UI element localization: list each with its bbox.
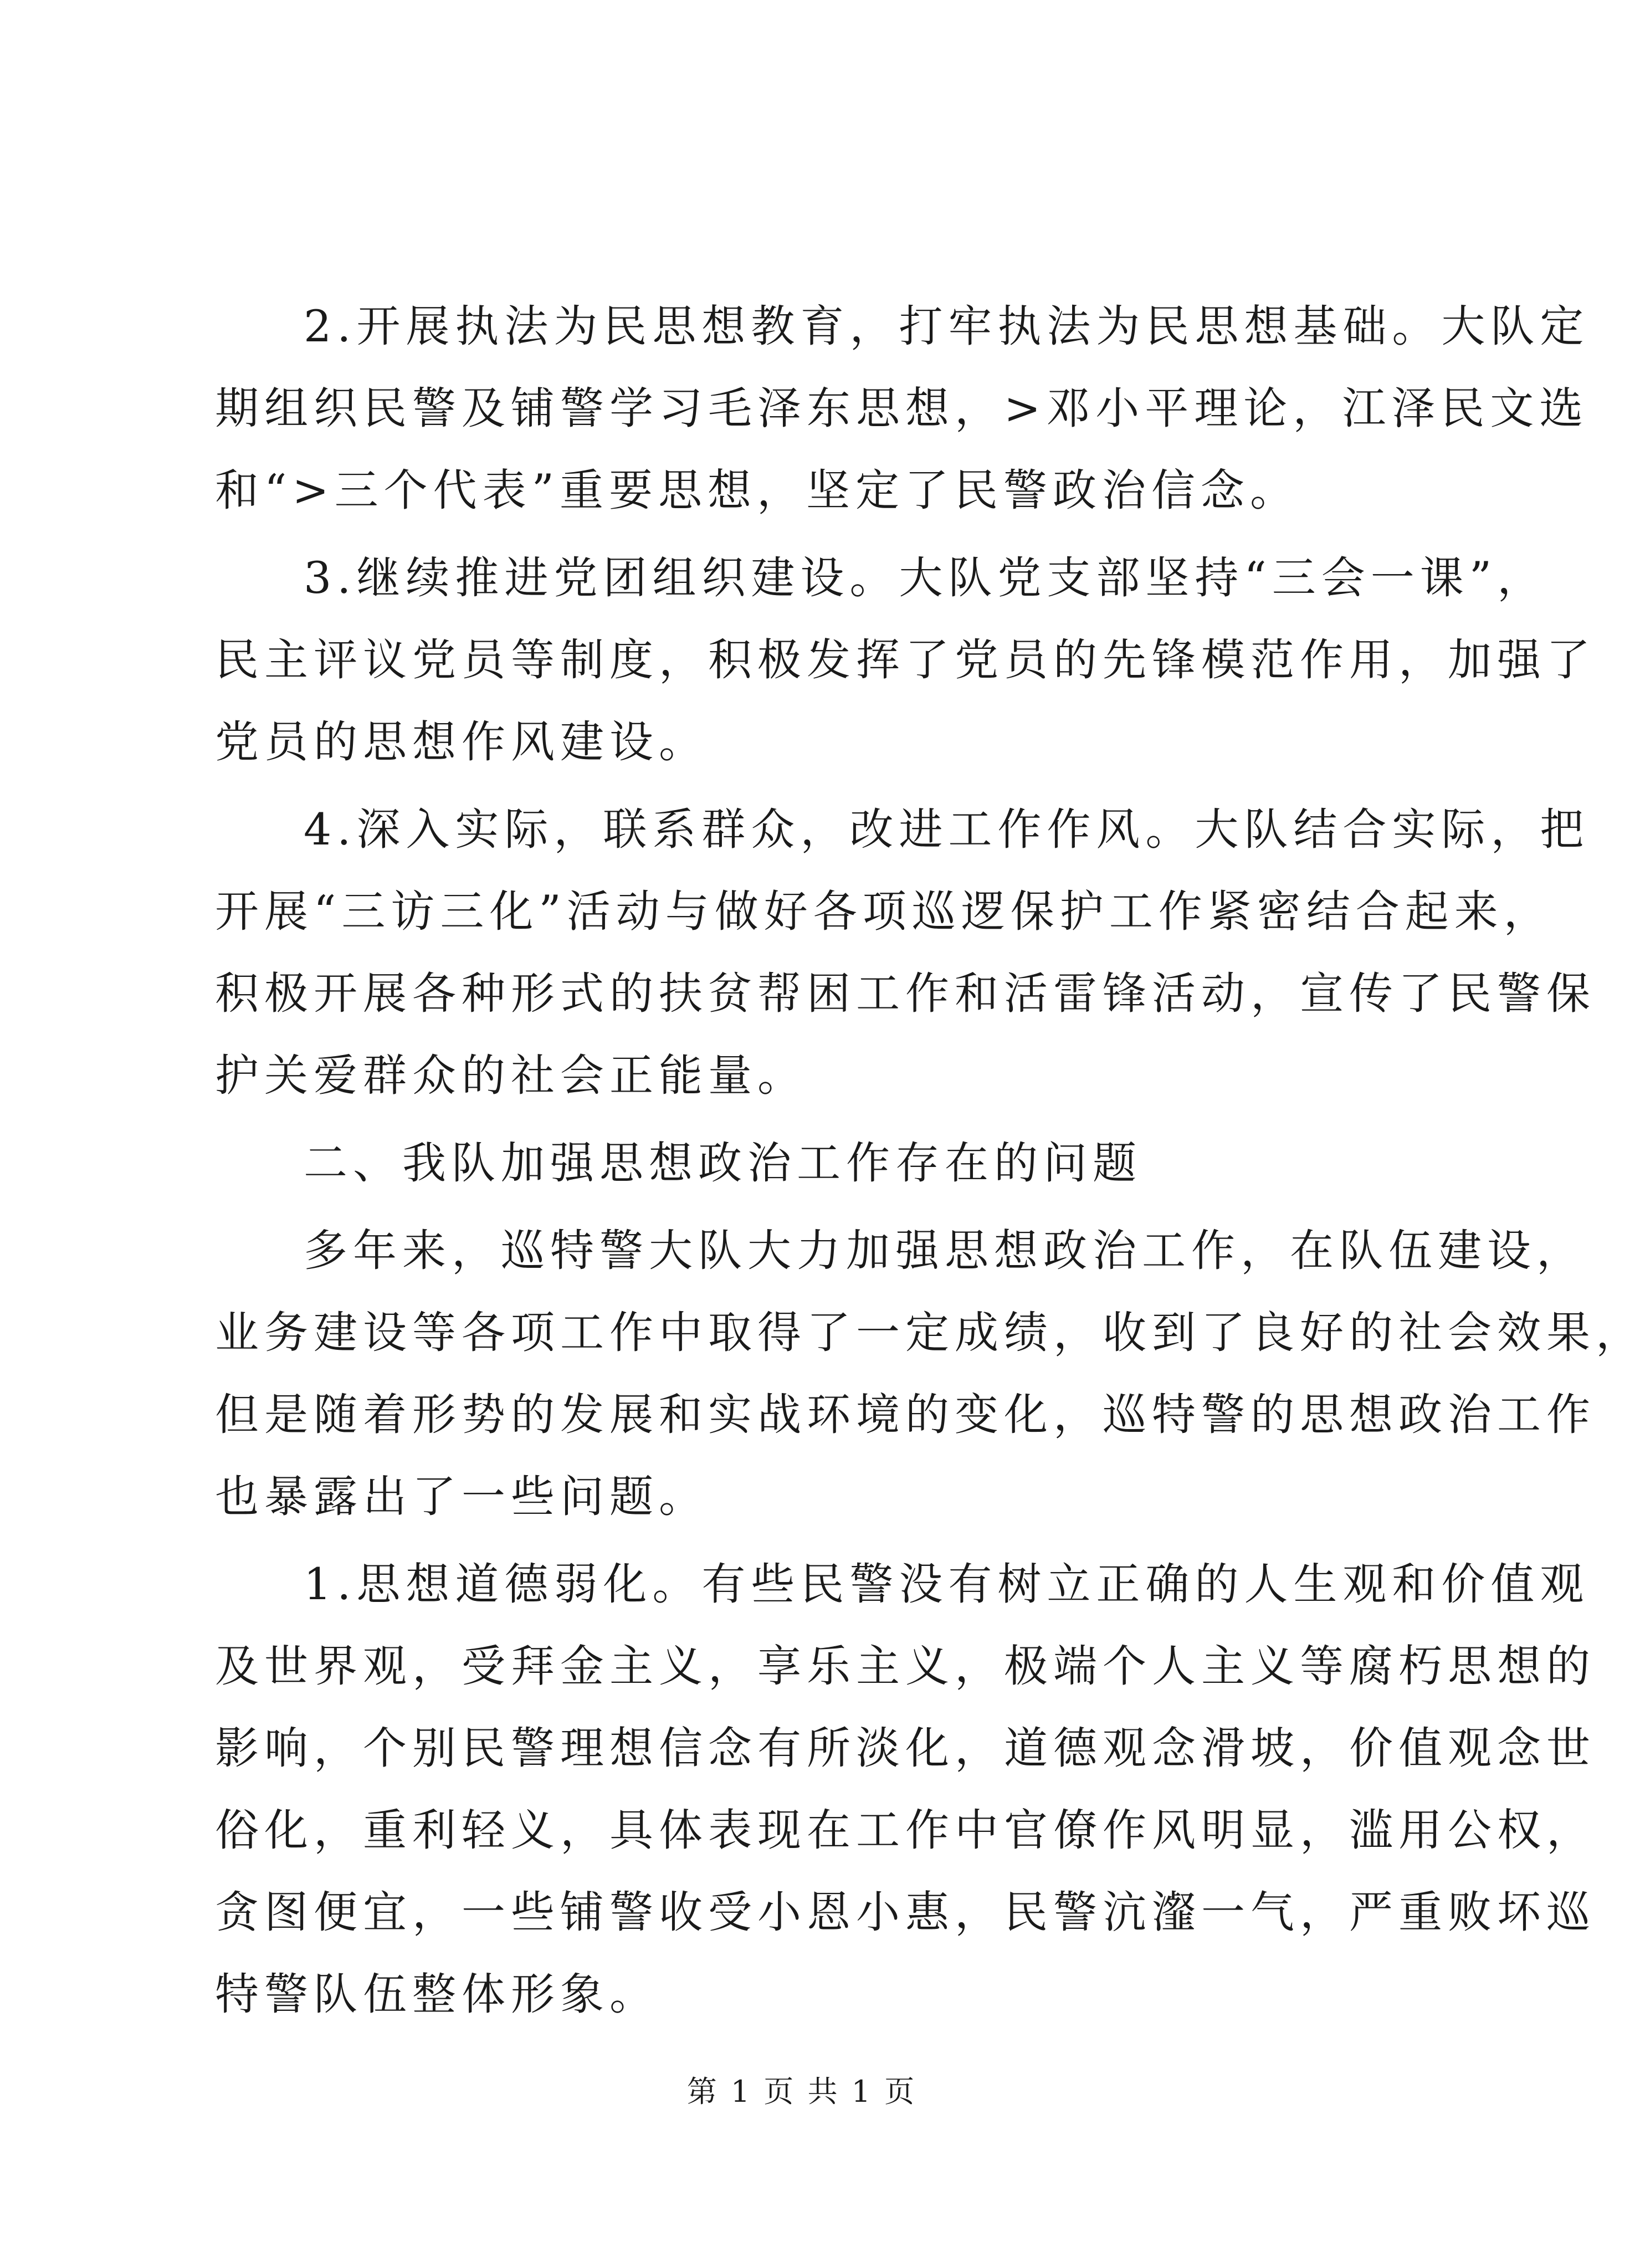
section-heading-text: 二、我队加强思想政治工作存在的问题 xyxy=(304,1138,1142,1189)
text-line: 贪图便宜，一些铺警收受小恩小惠，民警沆瀣一气，严重败坏巡 xyxy=(215,1887,1596,1938)
text-line: 多年来，巡特警大队大力加强思想政治工作，在队伍建设， xyxy=(304,1225,1586,1276)
text-line: 及世界观，受拜金主义，享乐主义，极端个人主义等腐朽思想的 xyxy=(215,1641,1596,1692)
text-line: 业务建设等各项工作中取得了一定成绩，收到了良好的社会效果， xyxy=(215,1307,1645,1358)
document-body xyxy=(215,285,1645,2035)
text-line: 护关爱群众的社会正能量。 xyxy=(215,1050,807,1101)
paragraph-overview xyxy=(215,1210,1645,1538)
paragraph-2-law-enforcement-education xyxy=(215,285,1590,531)
paragraph-1-moral-weakening xyxy=(215,1543,1596,2035)
text-line: 积极开展各种形式的扶贫帮困工作和活雷锋活动，宣传了民警保 xyxy=(215,968,1596,1019)
text-line: 期组织民警及铺警学习毛泽东思想，>邓小平理论，江泽民文选 xyxy=(215,383,1589,434)
text-line: 也暴露出了一些问题。 xyxy=(215,1471,708,1522)
text-line: 但是随着形势的发展和实战环境的变化，巡特警的思想政治工作 xyxy=(215,1389,1596,1440)
page-footer: 第 1 页 共 1 页 xyxy=(686,2074,917,2109)
text-line: 影响，个别民警理想信念有所淡化，道德观念滑坡，价值观念世 xyxy=(215,1723,1596,1774)
text-line: 4.深入实际，联系群众，改进工作作风。大队结合实际，把 xyxy=(304,804,1590,855)
text-line: 俗化，重利轻义，具体表现在工作中官僚作风明显，滥用公权， xyxy=(215,1805,1596,1856)
section-heading-problems xyxy=(215,1122,1423,1204)
paragraph-4-work-style xyxy=(215,789,1596,1117)
paragraph-3-party-organization xyxy=(215,537,1596,783)
text-line: 开展“三访三化”活动与做好各项巡逻保护工作紧密结合起来， xyxy=(215,886,1553,937)
text-line: 党员的思想作风建设。 xyxy=(215,716,708,767)
text-line: 和“>三个代表”重要思想，坚定了民警政治信念。 xyxy=(215,465,1299,516)
text-line: 3.继续推进党团组织建设。大队党支部坚持“三会一课”， xyxy=(304,552,1547,603)
text-line: 民主评议党员等制度，积极发挥了党员的先锋模范作用，加强了 xyxy=(215,634,1596,685)
text-line: 1.思想道德弱化。有些民警没有树立正确的人生观和价值观 xyxy=(304,1559,1590,1610)
text-line: 2.开展执法为民思想教育，打牢执法为民思想基础。大队定 xyxy=(304,301,1590,352)
text-line: 特警队伍整体形象。 xyxy=(215,1969,659,2020)
